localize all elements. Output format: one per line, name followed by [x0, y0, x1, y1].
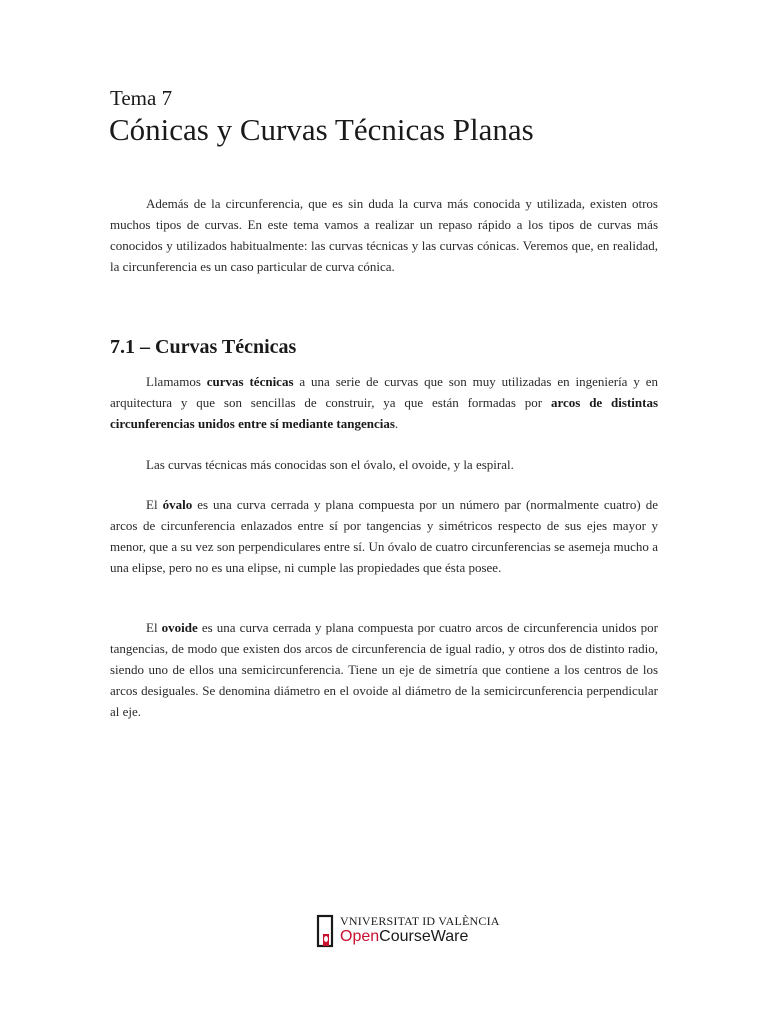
text-span: El — [146, 497, 163, 512]
footer-logo — [316, 914, 500, 948]
chapter-label: Tema 7 — [110, 86, 173, 110]
paragraph-ovoide — [110, 617, 658, 722]
text-span: es una curva cerrada y plana compuesta por un número par (normalmente cuatro) de arcos de circunferencia enlazados entre sí por tangencias y simétricos respecto de sus ejes mayor y menor, que a su vez son perpendiculares entre sí. Un óvalo de cuatro circunferencias se asemeja mucho a una elipse, pero no es una elipse, ni cumple las propiedades que ésta posee. — [110, 497, 658, 575]
ocw-rest: CourseWare — [379, 928, 469, 945]
text-span: Llamamos — [146, 374, 207, 389]
bold-term: ovoide — [161, 620, 198, 635]
section-heading: 7.1 – Curvas Técnicas — [110, 336, 297, 358]
paragraph-ovalo — [110, 494, 658, 578]
intro-text: Además de la circunferencia, que es sin duda la curva más conocida y utilizada, existen otros muchos tipos de curvas. En este tema vamos a realizar un repaso rápido a los tipos de curvas más conocidos y utilizados habitualmente: las curvas técnicas y las curvas cónicas. Veremos que, en realidad, la circunferencia es un caso particular de curva cónica. — [110, 196, 658, 274]
ocw-open: Open — [340, 928, 380, 945]
text-span: El — [146, 620, 162, 635]
bold-term: curvas técnicas — [206, 374, 294, 389]
university-name: VNIVERSITAT ID VALÈNCIA — [340, 914, 500, 928]
text-span: es una curva cerrada y plana compuesta por cuatro arcos de circunferencia unidos por tangencias, de modo que existen dos arcos de circunferencia de igual radio, y otros dos de distinto radio, siendo uno de ellos una semicircunferencia. Tiene un eje de simetría que contiene a los centros de los arcos desiguales. Se denomina diámetro en el ovoide al diámetro de la semicircunferencia perpendicular al eje. — [110, 620, 658, 719]
university-logo-icon — [316, 914, 336, 948]
intro-paragraph — [110, 193, 658, 277]
bold-term: arcos de distintas circunferencias unidos entre sí mediante tangencias — [110, 395, 659, 431]
paragraph-curvas-tecnicas — [110, 371, 658, 434]
page-title: Cónicas y Curvas Técnicas Planas — [109, 112, 534, 147]
text-span: a una serie de curvas que son muy utilizadas en ingeniería y en arquitectura y que son sencillas de construir, ya que están formadas por — [110, 374, 658, 410]
bold-term: óvalo — [162, 497, 193, 512]
text-span: Las curvas técnicas más conocidas son el óvalo, el ovoide, y la espiral. — [146, 457, 514, 472]
text-span: . — [394, 416, 399, 431]
opencourseware-wordmark — [340, 928, 468, 946]
paragraph-conocidas — [110, 454, 658, 475]
